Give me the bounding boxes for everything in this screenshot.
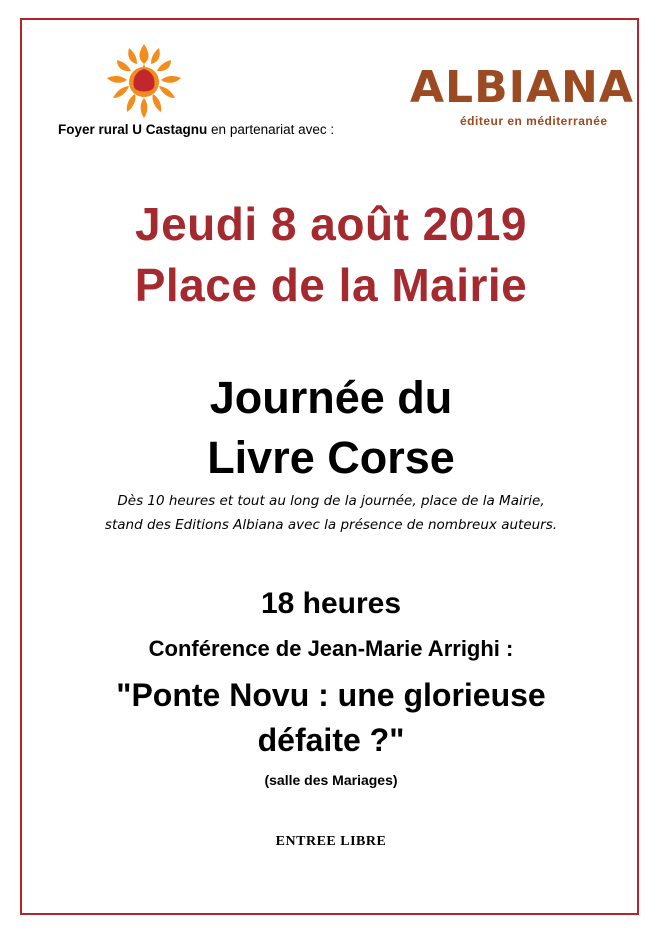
foyer-name: Foyer rural U Castagnu — [58, 122, 208, 137]
partnership-line — [58, 122, 334, 137]
conference-room: (salle des Mariages) — [264, 772, 398, 788]
admission-note: ENTREE LIBRE — [275, 834, 387, 849]
conference-speaker: Conférence de Jean-Marie Arrighi : — [148, 636, 514, 661]
event-title-line2: Livre Corse — [207, 432, 455, 483]
conference-time: 18 heures — [260, 587, 402, 620]
conference-title-line1: "Ponte Novu : une glorieuse — [116, 677, 546, 713]
description-line2: stand des Editions Albiana avec la présence de nombreux auteurs. — [104, 517, 558, 533]
event-place: Place de la Mairie — [134, 259, 528, 311]
event-title-line1: Journée du — [209, 372, 453, 423]
foyer-rural-logo — [103, 42, 185, 120]
albiana-logo — [410, 62, 634, 142]
event-date: Jeudi 8 août 2019 — [135, 198, 527, 250]
description-line1: Dès 10 heures et tout au long de la journée, place de la Mairie, — [117, 493, 545, 509]
conference-title-line2: défaite ?" — [257, 722, 405, 758]
albiana-logo-word: ALBIANA — [410, 62, 634, 113]
albiana-tagline: éditeur en méditerranée — [460, 114, 608, 128]
partnership-text: en partenariat avec : — [207, 122, 335, 137]
